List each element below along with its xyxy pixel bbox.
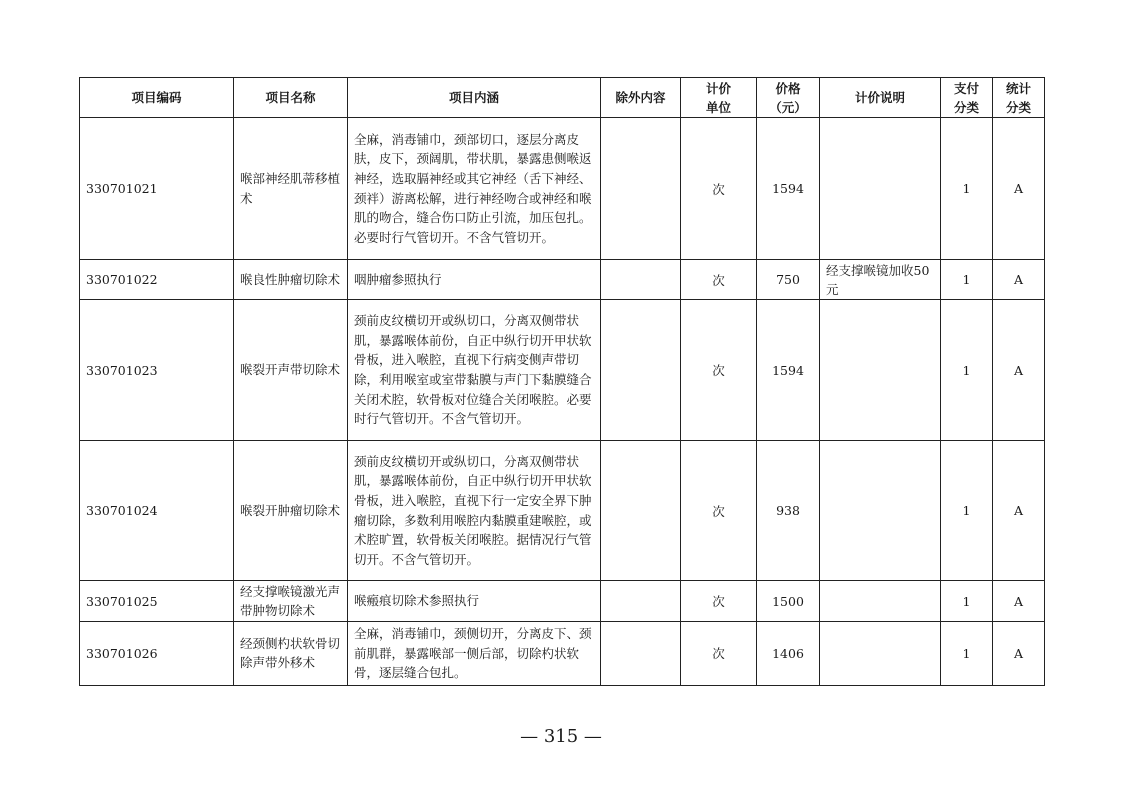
- header-pricing-note: 计价说明: [820, 78, 941, 118]
- row-exclusions: [601, 118, 681, 260]
- row-note: [820, 622, 941, 686]
- row-unit: 次: [681, 581, 757, 622]
- table-row: [80, 118, 1045, 260]
- table-header-row: [80, 78, 1045, 118]
- table-row: [80, 260, 1045, 300]
- row-payment: 1: [941, 118, 993, 260]
- row-stat: A: [993, 441, 1045, 581]
- row-exclusions: [601, 622, 681, 686]
- row-code: 330701023: [80, 300, 234, 441]
- header-content: 项目内涵: [348, 78, 601, 118]
- row-name: 喉裂开声带切除术: [234, 300, 348, 441]
- row-note: [820, 118, 941, 260]
- row-exclusions: [601, 441, 681, 581]
- row-stat: A: [993, 300, 1045, 441]
- row-content: 颈前皮纹横切开或纵切口，分离双侧带状肌，暴露喉体前份，自正中纵行切开甲状软骨板，进入喉腔，直视下行病变侧声带切除，利用喉室或室带黏膜与声门下黏膜缝合关闭术腔，软骨板对位缝合关闭喉腔。必要时行气管切开。不含气管切开。: [348, 300, 601, 441]
- row-stat: A: [993, 622, 1045, 686]
- row-payment: 1: [941, 260, 993, 300]
- row-content: 全麻，消毒铺巾，颈部切口，逐层分离皮肤，皮下，颈阔肌，带状肌，暴露患侧喉返神经，选取膈神经或其它神经（舌下神经、颈袢）游离松解，进行神经吻合或神经和喉肌的吻合，缝合伤口防止引流，加压包扎。必要时行气管切开。不含气管切开。: [348, 118, 601, 260]
- page-number: — 315 —: [520, 726, 602, 747]
- row-exclusions: [601, 300, 681, 441]
- row-unit: 次: [681, 300, 757, 441]
- header-code: 项目编码: [80, 78, 234, 118]
- header-stat: 统计 分类: [993, 78, 1045, 118]
- row-name: 喉部神经肌蒂移植术: [234, 118, 348, 260]
- row-unit: 次: [681, 260, 757, 300]
- row-price: 938: [757, 441, 820, 581]
- row-price: 1594: [757, 118, 820, 260]
- row-stat: A: [993, 581, 1045, 622]
- row-code: 330701026: [80, 622, 234, 686]
- row-content: 咽肿瘤参照执行: [348, 260, 601, 300]
- row-code: 330701021: [80, 118, 234, 260]
- table-row: [80, 622, 1045, 686]
- row-payment: 1: [941, 622, 993, 686]
- row-exclusions: [601, 260, 681, 300]
- row-content: 喉瘢痕切除术参照执行: [348, 581, 601, 622]
- table-row: [80, 581, 1045, 622]
- row-stat: A: [993, 118, 1045, 260]
- row-name: 喉良性肿瘤切除术: [234, 260, 348, 300]
- row-unit: 次: [681, 441, 757, 581]
- row-name: 喉裂开肿瘤切除术: [234, 441, 348, 581]
- row-name: 经支撑喉镜激光声带肿物切除术: [234, 581, 348, 622]
- header-payment: 支付 分类: [941, 78, 993, 118]
- row-unit: 次: [681, 622, 757, 686]
- row-note: [820, 300, 941, 441]
- row-exclusions: [601, 581, 681, 622]
- row-payment: 1: [941, 581, 993, 622]
- row-note: [820, 581, 941, 622]
- row-note: 经支撑喉镜加收50元: [820, 260, 941, 300]
- row-price: 750: [757, 260, 820, 300]
- pricing-table: [79, 77, 1045, 686]
- row-content: 全麻，消毒铺巾，颈侧切开，分离皮下、颈前肌群，暴露喉部一侧后部，切除杓状软骨，逐层缝合包扎。: [348, 622, 601, 686]
- header-price: 价格 （元）: [757, 78, 820, 118]
- header-name: 项目名称: [234, 78, 348, 118]
- header-exclusions: 除外内容: [601, 78, 681, 118]
- table-row: [80, 300, 1045, 441]
- row-stat: A: [993, 260, 1045, 300]
- row-code: 330701022: [80, 260, 234, 300]
- header-unit: 计价 单位: [681, 78, 757, 118]
- row-code: 330701024: [80, 441, 234, 581]
- row-price: 1406: [757, 622, 820, 686]
- row-name: 经颈侧杓状软骨切除声带外移术: [234, 622, 348, 686]
- row-code: 330701025: [80, 581, 234, 622]
- row-content: 颈前皮纹横切开或纵切口，分离双侧带状肌，暴露喉体前份，自正中纵行切开甲状软骨板，进入喉腔，直视下行一定安全界下肿瘤切除，多数利用喉腔内黏膜重建喉腔，或术腔旷置，软骨板关闭喉腔。据情况行气管切开。不含气管切开。: [348, 441, 601, 581]
- table-row: [80, 441, 1045, 581]
- row-price: 1594: [757, 300, 820, 441]
- row-payment: 1: [941, 441, 993, 581]
- row-unit: 次: [681, 118, 757, 260]
- row-payment: 1: [941, 300, 993, 441]
- row-price: 1500: [757, 581, 820, 622]
- row-note: [820, 441, 941, 581]
